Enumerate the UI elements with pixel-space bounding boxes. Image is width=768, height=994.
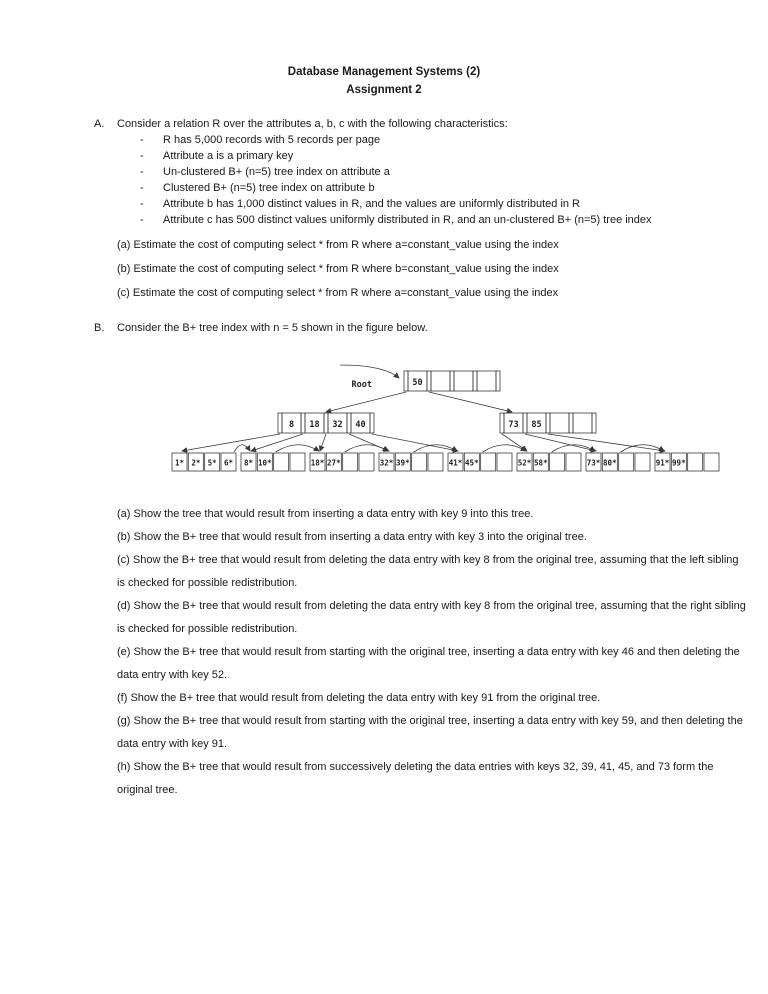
leaf-entry: 10* xyxy=(258,458,272,468)
leaf-cell xyxy=(635,453,650,471)
root-node-key-cell xyxy=(454,371,473,391)
bullet-text: Attribute c has 500 distinct values uniformly distributed in R, and an un-clustered B+ (n=5) tree index xyxy=(163,214,652,226)
leaf-pointer-arrow xyxy=(320,434,326,451)
title-line-1: Database Management Systems (2) xyxy=(287,66,481,78)
bullet-text: Attribute b has 1,000 distinct values in R, and the values are uniformly distributed in R xyxy=(163,198,581,210)
question-b-g: (g) Show the B+ tree that would result from starting with the original tree, inserting a data entry with key 59, and then deleting the data entry with key 91. xyxy=(117,715,743,750)
root-label: Root xyxy=(351,380,372,390)
bplus-tree-figure xyxy=(0,363,768,481)
leaf-pointer-arrow xyxy=(525,434,596,451)
bullet-marker: - xyxy=(140,150,144,162)
leaf-pointer-arrow xyxy=(182,434,280,451)
section-b-label: B. xyxy=(94,322,105,334)
internal-node-key-cell xyxy=(573,413,592,433)
bullet-item xyxy=(140,180,744,196)
leaf-entry: 45* xyxy=(465,458,479,468)
question-b-d: (d) Show the B+ tree that would result from deleting the data entry with key 8 from the original tree, assuming that the right sibling is checked for possible redistribution. xyxy=(117,600,746,635)
internal-node-pointer-cell xyxy=(546,413,550,433)
section-a-label: A. xyxy=(94,118,105,130)
question-a-a: (a) Estimate the cost of computing select * from R where a=constant_value using the index xyxy=(117,239,559,251)
leaf-entry: 41* xyxy=(448,458,463,468)
leaf-entry: 32* xyxy=(379,458,394,468)
root-node-pointer-cell xyxy=(473,371,477,391)
bullet-marker: - xyxy=(140,214,144,226)
sibling-link-arc xyxy=(276,445,319,452)
leaf-entry: 2* xyxy=(191,458,201,468)
internal-node-key: 32 xyxy=(332,420,343,430)
bullet-item xyxy=(140,148,744,164)
section-a-bullets xyxy=(94,132,744,228)
bullet-text: R has 5,000 records with 5 records per page xyxy=(163,134,381,146)
leaf-cell xyxy=(497,453,512,471)
leaf-pointer-arrow xyxy=(372,434,458,451)
internal-node-key: 40 xyxy=(355,420,366,430)
section-a-questions xyxy=(117,237,744,301)
leaf-cell xyxy=(688,453,703,471)
question-a-b: (b) Estimate the cost of computing select * from R where b=constant_value using the index xyxy=(117,263,559,275)
root-node-key: 50 xyxy=(412,378,423,388)
internal-node-pointer-cell xyxy=(301,413,305,433)
sibling-link-arc xyxy=(414,445,457,452)
leaf-entry: 8* xyxy=(243,458,254,468)
leaf-entry: 52* xyxy=(517,458,532,468)
internal-node-pointer-cell xyxy=(370,413,374,433)
root-node-pointer-cell xyxy=(427,371,431,391)
leaf-cell xyxy=(359,453,374,471)
leaf-entry: 27* xyxy=(327,458,341,468)
leaf-cell xyxy=(412,453,427,471)
leaf-cell xyxy=(290,453,305,471)
sibling-link-arc xyxy=(234,445,250,452)
leaf-entry: 6* xyxy=(223,458,234,468)
leaf-pointer-arrow xyxy=(548,434,665,451)
root-node-pointer-cell xyxy=(404,371,408,391)
leaf-pointer-arrow xyxy=(502,434,527,451)
question-b-h: (h) Show the B+ tree that would result from successively deleting the data entries with keys 32, 39, 41, 45, and 73 form the original tree. xyxy=(117,761,714,796)
leaf-cell xyxy=(550,453,565,471)
bullet-item xyxy=(140,132,744,148)
leaf-cell xyxy=(343,453,358,471)
question-a-c: (c) Estimate the cost of computing select * from R where a=constant_value using the index xyxy=(117,287,559,299)
leaf-entry: 91* xyxy=(655,458,670,468)
internal-node-key: 18 xyxy=(309,420,320,430)
internal-node-pointer-cell xyxy=(592,413,596,433)
bullet-marker: - xyxy=(140,182,144,194)
section-b-questions xyxy=(117,503,747,802)
bullet-text: Clustered B+ (n=5) tree index on attribute b xyxy=(163,182,375,194)
internal-node-key-cell xyxy=(550,413,569,433)
internal-node-key: 8 xyxy=(288,420,295,430)
question-b-f: (f) Show the B+ tree that would result from deleting the data entry with key 91 from the original tree. xyxy=(117,692,601,704)
leaf-cell xyxy=(428,453,443,471)
leaf-cell xyxy=(274,453,289,471)
bullet-text: Attribute a is a primary key xyxy=(163,150,294,162)
bullet-text: Un-clustered B+ (n=5) tree index on attribute a xyxy=(163,166,390,178)
leaf-entry: 73* xyxy=(586,458,601,468)
internal-node-pointer-cell xyxy=(569,413,573,433)
internal-node-key: 85 xyxy=(531,420,542,430)
internal-node-pointer-cell xyxy=(347,413,351,433)
leaf-entry: 18* xyxy=(310,458,325,468)
bullet-item xyxy=(140,196,744,212)
leaf-entry: 80* xyxy=(603,458,617,468)
bullet-marker: - xyxy=(140,198,144,210)
leaf-pointer-arrow xyxy=(251,434,303,451)
sibling-link-arc xyxy=(345,445,388,452)
bplus-tree-svg xyxy=(0,363,768,481)
bullet-marker: - xyxy=(140,166,144,178)
leaf-cell xyxy=(481,453,496,471)
bullet-item xyxy=(140,212,744,228)
document-title xyxy=(94,63,674,99)
section-a-intro: Consider a relation R over the attributes a, b, c with the following characteristics: xyxy=(117,118,508,130)
leaf-entry: 1* xyxy=(174,458,185,468)
bullet-item xyxy=(140,164,744,180)
root-node-pointer-cell xyxy=(496,371,500,391)
leaf-entry: 99* xyxy=(672,458,686,468)
root-label-arrow xyxy=(340,365,399,378)
leaf-entry: 39* xyxy=(396,458,410,468)
internal-node-pointer-cell xyxy=(500,413,504,433)
root-child-arrow xyxy=(326,392,406,412)
question-b-e: (e) Show the B+ tree that would result from starting with the original tree, inserting a data entry with key 46 and then deleting the data entry with key 52. xyxy=(117,646,740,681)
question-b-b: (b) Show the B+ tree that would result from inserting a data entry with key 3 into the original tree. xyxy=(117,531,587,543)
internal-node-key: 73 xyxy=(508,420,519,430)
root-node-key-cell xyxy=(431,371,450,391)
title-line-2: Assignment 2 xyxy=(346,84,422,96)
leaf-entry: 5* xyxy=(207,458,217,468)
internal-node-pointer-cell xyxy=(278,413,282,433)
question-b-c: (c) Show the B+ tree that would result from deleting the data entry with key 8 from the original tree, assuming that the left sibling is checked for possible redistribution. xyxy=(117,554,739,589)
root-node-key-cell xyxy=(477,371,496,391)
internal-node-pointer-cell xyxy=(523,413,527,433)
leaf-cell xyxy=(566,453,581,471)
root-child-arrow xyxy=(429,392,512,412)
bullet-marker: - xyxy=(140,134,144,146)
section-b-header xyxy=(94,320,744,336)
leaf-cell xyxy=(619,453,634,471)
leaf-entry: 58* xyxy=(534,458,548,468)
leaf-cell xyxy=(704,453,719,471)
section-a-header xyxy=(94,116,744,132)
internal-node-pointer-cell xyxy=(324,413,328,433)
section-b-intro: Consider the B+ tree index with n = 5 shown in the figure below. xyxy=(117,322,428,334)
root-node-pointer-cell xyxy=(450,371,454,391)
question-b-a: (a) Show the tree that would result from inserting a data entry with key 9 into this tree. xyxy=(117,508,534,520)
